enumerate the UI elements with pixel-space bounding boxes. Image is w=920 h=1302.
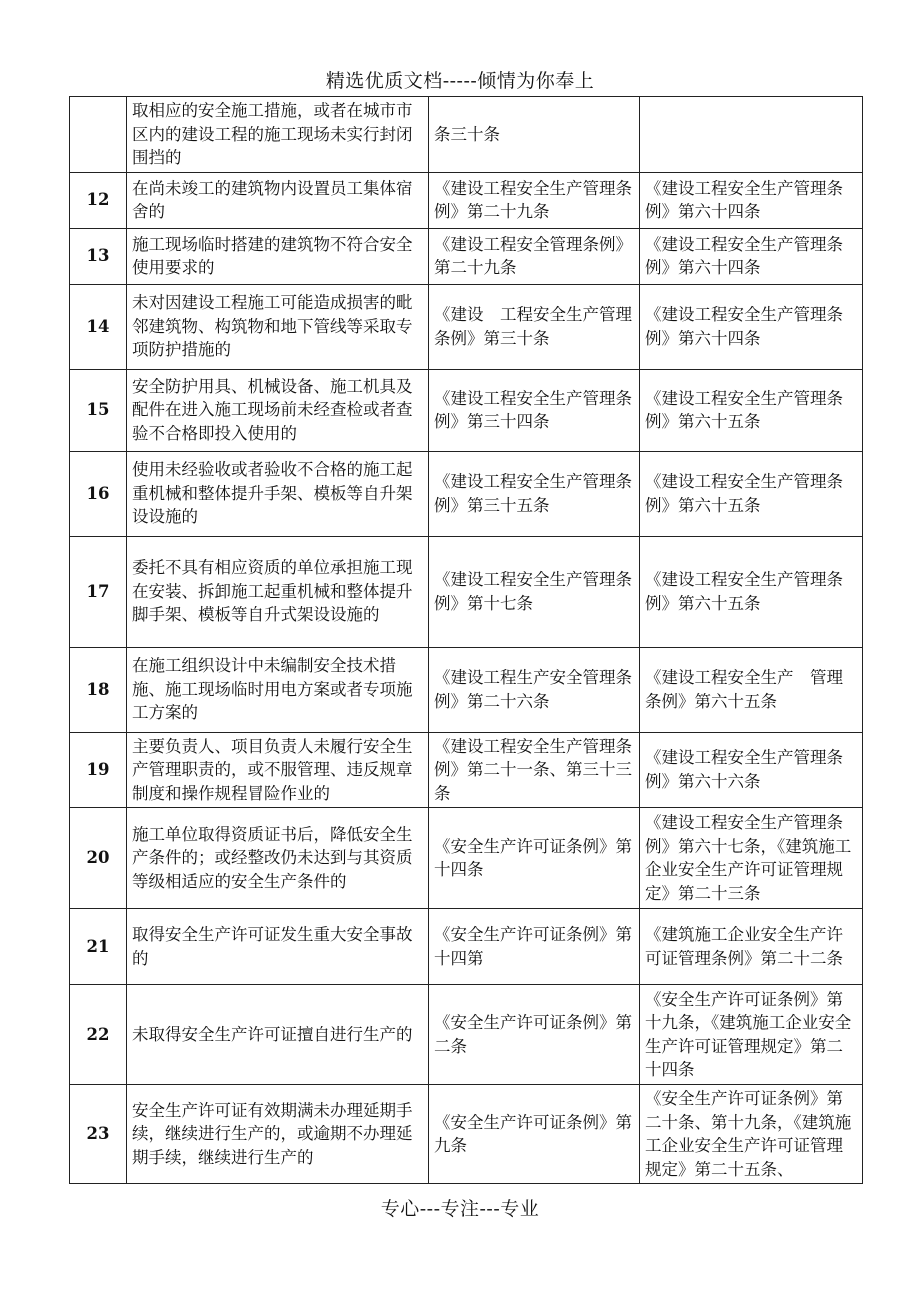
penalty-basis: 《建设工程安全生产 管理条例》第六十五条 (640, 647, 863, 732)
violation-description: 施工单位取得资质证书后，降低安全生产条件的；或经整改仍未达到与其资质等级相适应的安全生产条件的 (127, 808, 429, 909)
row-number: 17 (70, 536, 127, 647)
legal-basis: 《建设工程安全生产管理条例》第三十五条 (429, 451, 640, 536)
penalty-basis: 《安全生产许可证条例》第二十条、第十九条，《建筑施工企业安全生产许可证管理规定》第二十五条、 (640, 1085, 863, 1184)
table-row (70, 647, 863, 732)
violation-description: 施工现场临时搭建的建筑物不符合安全使用要求的 (127, 228, 429, 284)
table-row (70, 1085, 863, 1184)
table-row (70, 808, 863, 909)
penalty-basis: 《建设工程安全生产管理条例》第六十五条 (640, 536, 863, 647)
penalty-basis: 《建设工程安全生产管理条例》第六十四条 (640, 172, 863, 228)
table-row (70, 284, 863, 369)
penalty-basis: 《建设工程安全生产管理条例》第六十四条 (640, 284, 863, 369)
legal-basis: 《安全生产许可证条例》第十四条 (429, 808, 640, 909)
legal-basis: 《建设工程安全生产管理条例》第二十一条、第三十三条 (429, 732, 640, 808)
penalty-basis: 《建设工程安全生产管理条例》第六十四条 (640, 228, 863, 284)
violation-description: 取得安全生产许可证发生重大安全事故的 (127, 909, 429, 985)
violation-description: 在施工组织设计中未编制安全技术措施、施工现场临时用电方案或者专项施工方案的 (127, 647, 429, 732)
table-row (70, 732, 863, 808)
penalty-basis: 《建设工程安全生产管理条例》第六十五条 (640, 451, 863, 536)
row-number: 20 (70, 808, 127, 909)
row-number (70, 97, 127, 173)
legal-basis: 《建设工程生产安全管理条例》第二十六条 (429, 647, 640, 732)
violation-description: 使用未经验收或者验收不合格的施工起重机械和整体提升手架、模板等自升架设设施的 (127, 451, 429, 536)
page-footer: 专心---专注---专业 (380, 1198, 540, 1220)
legal-basis: 《建设工程安全生产管理条例》第十七条 (429, 536, 640, 647)
penalty-basis: 《建设工程安全生产管理条例》第六十七条，《建筑施工企业安全生产许可证管理规定》第二十三条 (640, 808, 863, 909)
legal-basis: 条三十条 (429, 97, 640, 173)
violation-description: 在尚未竣工的建筑物内设置员工集体宿舍的 (127, 172, 429, 228)
table-row (70, 536, 863, 647)
regulation-table (69, 96, 863, 1184)
legal-basis: 《安全生产许可证条例》第九条 (429, 1085, 640, 1184)
legal-basis: 《建设工程安全生产管理条例》第三十四条 (429, 369, 640, 451)
penalty-basis: 《建设工程安全生产管理条例》第六十五条 (640, 369, 863, 451)
row-number: 15 (70, 369, 127, 451)
violation-description: 委托不具有相应资质的单位承担施工现在安装、拆卸施工起重机械和整体提升脚手架、模板等自升式架设设施的 (127, 536, 429, 647)
violation-description: 未取得安全生产许可证擅自进行生产的 (127, 985, 429, 1085)
violation-description: 未对因建设工程施工可能造成损害的毗邻建筑物、构筑物和地下管线等采取专项防护措施的 (127, 284, 429, 369)
penalty-basis (640, 97, 863, 173)
row-number: 18 (70, 647, 127, 732)
penalty-basis: 《安全生产许可证条例》第十九条，《建筑施工企业安全生产许可证管理规定》第二十四条 (640, 985, 863, 1085)
violation-description: 安全防护用具、机械设备、施工机具及配件在进入施工现场前未经查检或者查验不合格即投入使用的 (127, 369, 429, 451)
table-row (70, 369, 863, 451)
penalty-basis: 《建设工程安全生产管理条例》第六十六条 (640, 732, 863, 808)
row-number: 12 (70, 172, 127, 228)
row-number: 19 (70, 732, 127, 808)
row-number: 16 (70, 451, 127, 536)
table-row (70, 228, 863, 284)
legal-basis: 《建设工程安全管理条例》第二十九条 (429, 228, 640, 284)
table-row (70, 985, 863, 1085)
legal-basis: 《建设工程安全生产管理条例》第二十九条 (429, 172, 640, 228)
penalty-basis: 《建筑施工企业安全生产许可证管理条例》第二十二条 (640, 909, 863, 985)
table-row (70, 909, 863, 985)
violation-description: 取相应的安全施工措施，或者在城市市区内的建设工程的施工现场未实行封闭围挡的 (127, 97, 429, 173)
row-number: 21 (70, 909, 127, 985)
table-row (70, 172, 863, 228)
table-row (70, 451, 863, 536)
legal-basis: 《安全生产许可证条例》第十四第 (429, 909, 640, 985)
row-number: 14 (70, 284, 127, 369)
violation-description: 安全生产许可证有效期满未办理延期手续，继续进行生产的，或逾期不办理延期手续，继续进行生产的 (127, 1085, 429, 1184)
table-row (70, 97, 863, 173)
row-number: 22 (70, 985, 127, 1085)
row-number: 23 (70, 1085, 127, 1184)
violation-description: 主要负责人、项目负责人未履行安全生产管理职责的，或不服管理、违反规章制度和操作规程冒险作业的 (127, 732, 429, 808)
row-number: 13 (70, 228, 127, 284)
legal-basis: 《安全生产许可证条例》第二条 (429, 985, 640, 1085)
page-header: 精选优质文档-----倾情为你奉上 (325, 70, 595, 92)
legal-basis: 《建设 工程安全生产管理条例》第三十条 (429, 284, 640, 369)
